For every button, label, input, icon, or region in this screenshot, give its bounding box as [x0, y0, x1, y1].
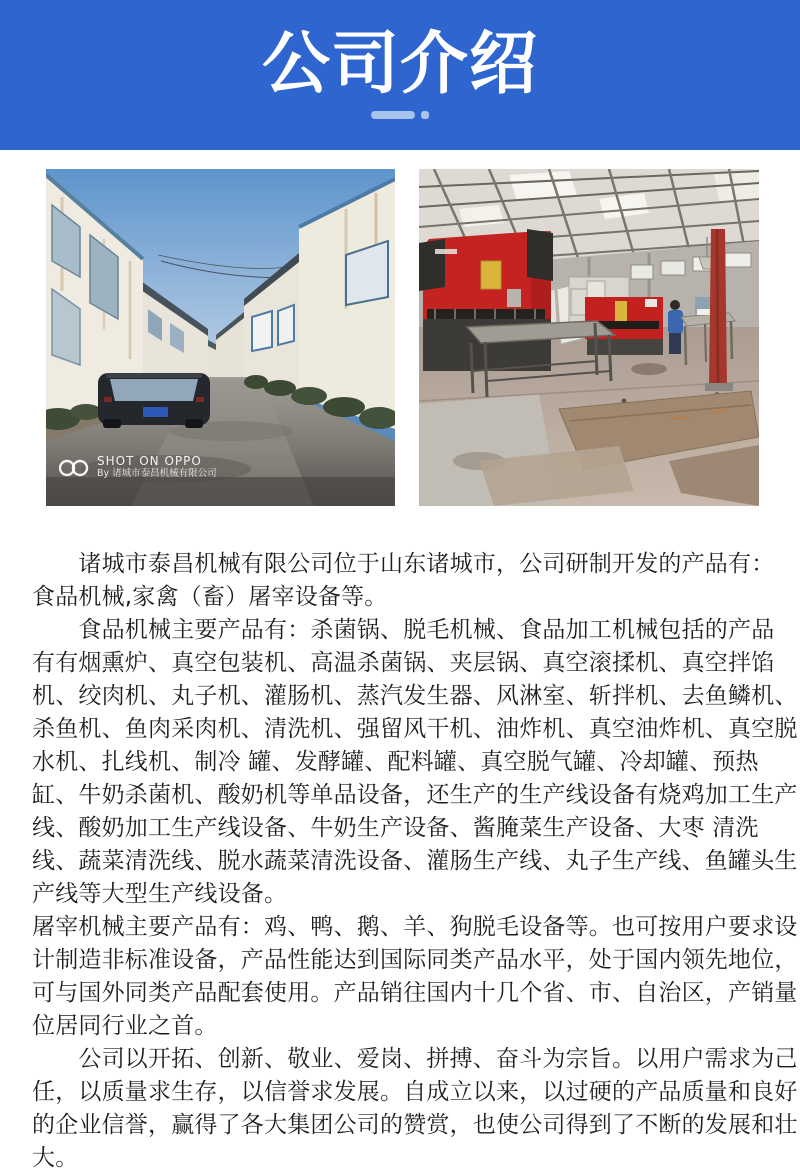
text-line: 有有烟熏炉、真空包装机、高温杀菌锅、夹层锅、真空滚揉机、真空拌馅 — [32, 650, 775, 676]
photo-row — [46, 169, 759, 506]
text-line: 大。 — [32, 1145, 79, 1171]
page-title: 公司介绍 — [261, 25, 538, 104]
underline-dash — [371, 111, 415, 119]
text-line: 的企业信誉，赢得了各大集团公司的赞赏，也使公司得到了不断的发展和壮 — [32, 1112, 798, 1138]
section-header — [0, 0, 800, 150]
text-line: 诸城市泰昌机械有限公司位于山东诸城市，公司研制开发的产品有： — [32, 551, 775, 577]
text-line: 计制造非标准设备，产品性能达到国际同类产品水平，处于国内领先地位， — [32, 947, 798, 973]
workshop-illustration — [419, 169, 759, 506]
text-line: 食品机械,家禽（畜）屠宰设备等。 — [32, 584, 388, 610]
text-line: 屠宰机械主要产品有：鸡、鸭、鹅、羊、狗脱毛设备等。也可按用户要求设 — [32, 914, 798, 940]
oppo-logo-icon — [59, 459, 89, 477]
title-underline — [371, 111, 429, 119]
text-line: 缸、牛奶杀菌机、酸奶机等单品设备，还生产的生产线设备有烧鸡加工生产 — [32, 782, 798, 808]
watermark-line2: By 诸城市泰昌机械有限公司 — [97, 468, 217, 480]
workshop-interior-photo — [419, 169, 759, 506]
text-line: 杀鱼机、鱼肉采肉机、清洗机、强留风干机、油炸机、真空油炸机、真空脱 — [32, 716, 798, 742]
text-line: 位居同行业之首。 — [32, 1013, 218, 1039]
text-line: 机、绞肉机、丸子机、灌肠机、蒸汽发生器、风淋室、斩拌机、去鱼鳞机、 — [32, 683, 798, 709]
text-line: 产线等大型生产线设备。 — [32, 881, 288, 907]
text-line: 线、酸奶加工生产线设备、牛奶生产设备、酱腌菜生产设备、大枣 清洗 — [32, 815, 759, 841]
company-introduction-text — [32, 548, 798, 1175]
watermark-line1: SHOT ON OPPO — [97, 454, 202, 469]
text-line: 可与国外同类产品配套使用。产品销往国内十几个省、市、自治区，产销量 — [32, 980, 798, 1006]
text-line: 食品机械主要产品有：杀菌锅、脱毛机械、食品加工机械包括的产品 — [32, 617, 775, 643]
text-line: 水机、扎线机、制冷 罐、发酵罐、配料罐、真空脱气罐、冷却罐、预热 — [32, 749, 759, 775]
oppo-watermark — [59, 455, 217, 480]
text-line: 公司以开拓、创新、敬业、爱岗、拼搏、奋斗为宗旨。以用户需求为己 — [32, 1046, 798, 1072]
factory-exterior-photo — [46, 169, 395, 506]
text-line: 线、蔬菜清洗线、脱水蔬菜清洗设备、灌肠生产线、丸子生产线、鱼罐头生 — [32, 848, 798, 874]
underline-dot — [421, 111, 429, 119]
text-line: 任，以质量求生存，以信誉求发展。自成立以来，以过硬的产品质量和良好 — [32, 1079, 798, 1105]
